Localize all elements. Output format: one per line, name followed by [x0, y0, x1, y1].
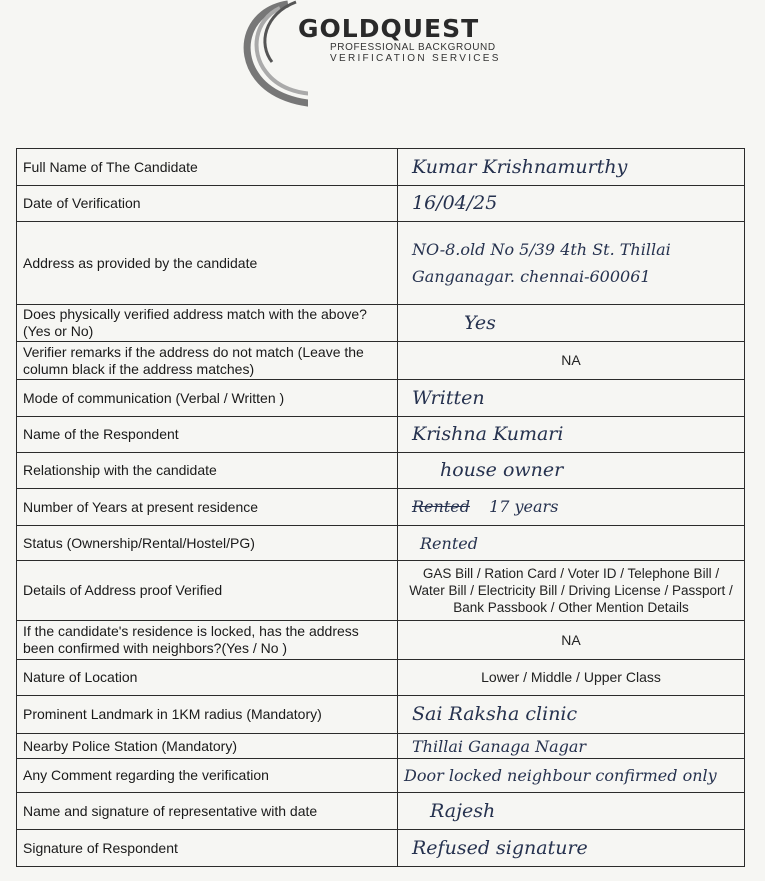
- table-row: [17, 561, 745, 621]
- table-row: [17, 621, 745, 660]
- verification-date-value: 16/04/25: [412, 192, 498, 214]
- row-label: Nature of Location: [17, 660, 398, 696]
- table-row: [17, 342, 745, 380]
- verification-form-table: [16, 148, 745, 867]
- row-label: Name of the Respondent: [17, 417, 398, 453]
- row-value: [398, 793, 745, 830]
- table-row: [17, 759, 745, 793]
- communication-mode-value: Written: [412, 386, 485, 409]
- row-label: Details of Address proof Verified: [17, 561, 398, 621]
- row-label: Relationship with the candidate: [17, 453, 398, 489]
- address-line-2: Ganganagar. chennai-600061: [412, 267, 651, 286]
- locked-residence-value: NA: [398, 621, 745, 660]
- row-label: Date of Verification: [17, 186, 398, 222]
- address-proof-options: GAS Bill / Ration Card / Voter ID / Telephone Bill / Water Bill / Electricity Bill / Driving License / Passport / Bank Passbook / Other Mention Details: [398, 561, 745, 621]
- table-row: [17, 305, 745, 342]
- row-label: Mode of communication (Verbal / Written ): [17, 380, 398, 417]
- row-label: Address as provided by the candidate: [17, 222, 398, 305]
- table-row: [17, 696, 745, 734]
- row-label: Full Name of The Candidate: [17, 149, 398, 186]
- landmark-value: Sai Raksha clinic: [412, 703, 578, 725]
- row-label: Nearby Police Station (Mandatory): [17, 734, 398, 759]
- table-row: [17, 380, 745, 417]
- years-at-residence-value: [404, 497, 558, 516]
- table-row: [17, 417, 745, 453]
- relationship-value: house owner: [440, 459, 564, 481]
- row-value: [398, 489, 745, 526]
- row-value: [398, 305, 745, 342]
- address-match-value: Yes: [464, 311, 496, 334]
- row-value: [398, 696, 745, 734]
- row-label: Number of Years at present residence: [17, 489, 398, 526]
- location-nature-options: Lower / Middle / Upper Class: [398, 660, 745, 696]
- police-station-value: Thillai Ganaga Nagar: [412, 736, 587, 756]
- table-row: [17, 186, 745, 222]
- row-label: Any Comment regarding the verification: [17, 759, 398, 793]
- respondent-name-value: Krishna Kumari: [412, 423, 564, 445]
- years-value: 17 years: [489, 497, 559, 516]
- table-row: [17, 222, 745, 305]
- row-value: [398, 453, 745, 489]
- candidate-name-value: Kumar Krishnamurthy: [412, 155, 628, 178]
- table-row: [17, 660, 745, 696]
- verifier-remarks-value: NA: [398, 342, 745, 380]
- table-row: [17, 149, 745, 186]
- row-value: [398, 222, 745, 305]
- row-value: [398, 186, 745, 222]
- struck-out-value: Rented: [412, 497, 470, 516]
- table-row: [17, 793, 745, 830]
- row-value: [398, 417, 745, 453]
- swirl-logo-icon: [228, 0, 308, 108]
- row-label: Name and signature of representative with date: [17, 793, 398, 830]
- row-label: Prominent Landmark in 1KM radius (Mandatory): [17, 696, 398, 734]
- row-value: [398, 380, 745, 417]
- address-line-1: NO-8.old No 5/39 4th St. Thillai: [412, 240, 671, 259]
- row-label: Status (Ownership/Rental/Hostel/PG): [17, 526, 398, 561]
- row-value: [398, 526, 745, 561]
- row-value: [398, 830, 745, 867]
- goldquest-logo: [228, 0, 558, 108]
- row-value: [398, 149, 745, 186]
- representative-signature-value: Rajesh: [430, 799, 496, 822]
- row-label: Signature of Respondent: [17, 830, 398, 867]
- table-row: [17, 453, 745, 489]
- row-value: [398, 734, 745, 759]
- table-row: [17, 734, 745, 759]
- row-label: Verifier remarks if the address do not match (Leave the column black if the address matches): [17, 342, 398, 380]
- respondent-signature-value: Refused signature: [412, 836, 588, 859]
- row-label: Does physically verified address match with the above? (Yes or No): [17, 305, 398, 342]
- brand-tagline-2: VERIFICATION SERVICES: [330, 53, 501, 64]
- table-row: [17, 526, 745, 561]
- verification-comment-value: Door locked neighbour confirmed only: [404, 766, 717, 785]
- row-value: [398, 759, 745, 793]
- brand-name: GOLDQUEST: [298, 14, 480, 43]
- brand-tagline-1: PROFESSIONAL BACKGROUND: [330, 42, 496, 53]
- row-label: If the candidate's residence is locked, has the address been confirmed with neighbors?(Yes / No ): [17, 621, 398, 660]
- table-row: [17, 489, 745, 526]
- table-row: [17, 830, 745, 867]
- residence-status-value: Rented: [420, 533, 478, 553]
